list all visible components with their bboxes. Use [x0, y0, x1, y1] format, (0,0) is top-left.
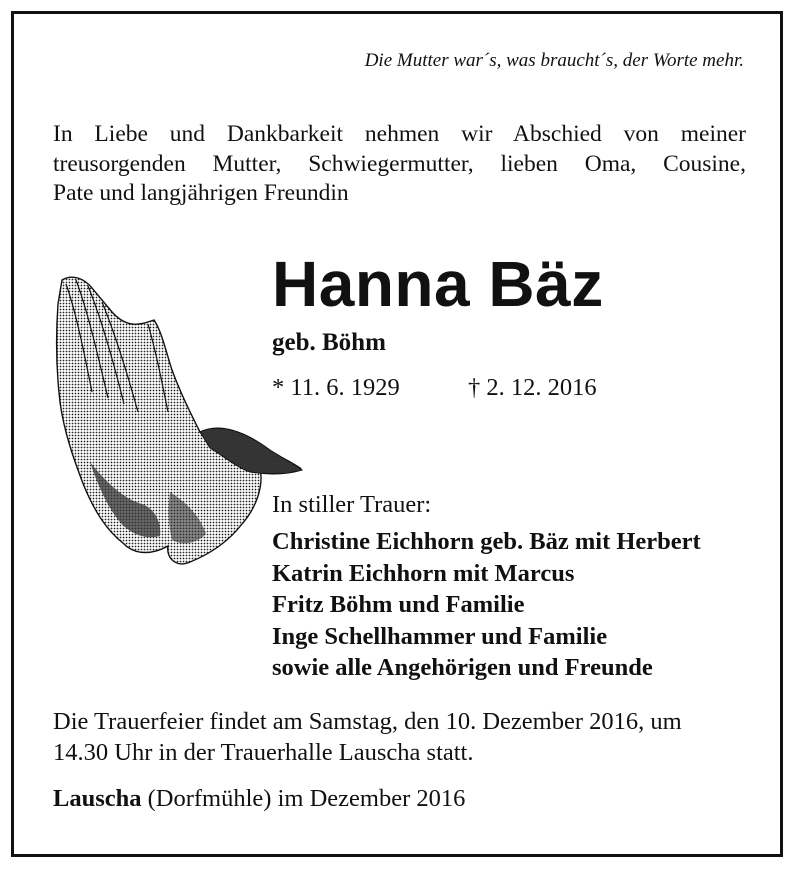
funeral-ceremony-text	[53, 706, 753, 768]
motto-quote: Die Mutter war´s, was braucht´s, der Worte mehr.	[364, 50, 744, 71]
deceased-name: Hanna Bäz	[272, 248, 604, 320]
mourner-entry: Katrin Eichhorn mit Marcus	[272, 559, 575, 587]
intro-line: treusorgenden Mutter, Schwiegermutter, lieben Oma, Cousine,	[53, 150, 746, 177]
praying-hands-icon	[50, 272, 305, 577]
place-name: Lauscha	[53, 785, 142, 812]
mourner-entry: Fritz Böhm und Familie	[272, 591, 525, 618]
mourners-list	[272, 526, 701, 684]
intro-text	[53, 120, 746, 209]
place-date-line	[53, 785, 465, 813]
birth-name: geb. Böhm	[272, 329, 386, 356]
mourner-entry: sowie alle Angehörigen und Freunde	[272, 654, 653, 681]
intro-line: Pate und langjährigen Freundin	[53, 180, 349, 206]
mourner-entry: Christine Eichhorn geb. Bäz mit Herbert	[272, 528, 701, 555]
mourner-entry: Inge Schellhammer und Familie	[272, 622, 608, 650]
ceremony-line: 14.30 Uhr in der Trauerhalle Lauscha statt.	[53, 739, 474, 766]
death-date: † 2. 12. 2016	[468, 374, 597, 401]
ceremony-line: Die Trauerfeier findet am Samstag, den 10. Dezember 2016, um	[53, 708, 682, 735]
place-detail: (Dorfmühle) im Dezember 2016	[147, 785, 466, 812]
birth-date: * 11. 6. 1929	[272, 374, 400, 401]
mourning-label: In stiller Trauer:	[272, 491, 432, 518]
intro-line: In Liebe und Dankbarkeit nehmen wir Abschied von meiner	[53, 121, 746, 147]
